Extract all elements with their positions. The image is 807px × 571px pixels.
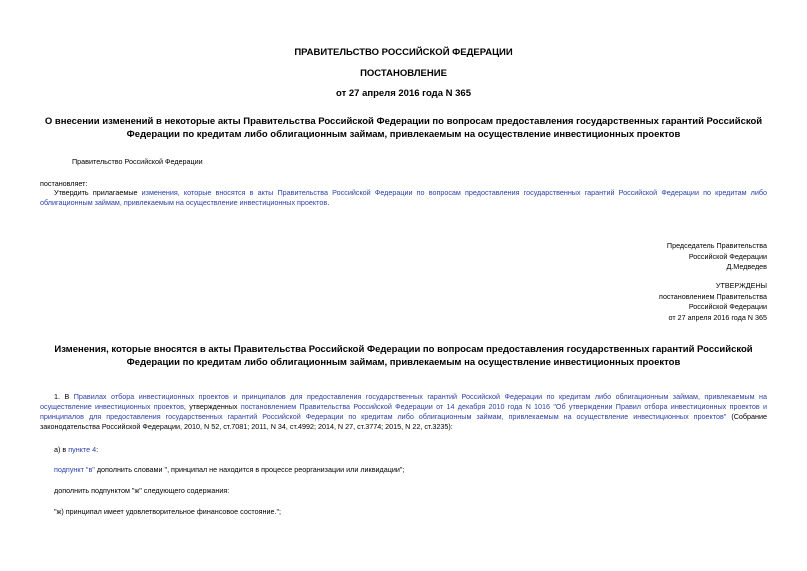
- item-1-mid: , утвержденных: [183, 402, 241, 411]
- item-1-paragraph: [40, 392, 767, 432]
- signature-country: Российской Федерации: [688, 251, 767, 261]
- document-date: от 27 апреля 2016 года N 365: [336, 88, 471, 99]
- government-name: ПРАВИТЕЛЬСТВО РОССИЙСКОЙ ФЕДЕРАЦИИ: [294, 47, 513, 58]
- sub-item-a-end: :: [96, 445, 99, 454]
- add-subpoint-line: дополнить подпунктом "ж" следующего содержания:: [54, 486, 230, 495]
- document-title: О внесении изменений в некоторые акты Правительства Российской Федерации по вопросам предоставления государственных гарантий Российской Федерации по кредитам либо облигационным займам, привлекаемым на осуществление инвестиционных проектов: [44, 116, 763, 140]
- item-1-end: (Собрание законодательства Российской Федерации, 2010, N 52, ст.7081; 2011, N 34, ст.4992; 2014, N 27, ст.3774; 2015, N 22, ст.3235):: [40, 412, 768, 431]
- preamble-text-start: Утвердить прилагаемые: [54, 188, 142, 197]
- decree-link[interactable]: постановлением Правительства Российской Федерации от 14 декабря 2010 года N 1016 "Об утверждении Правил отбора инвестиционных проектов и принципалов для предоставления государственных гарантий Российской Федерации по кредитам либо облигационным займам, привлекаемым на осуществление инвестиционных проектов": [40, 402, 767, 421]
- point-4-link[interactable]: пункте 4: [68, 445, 97, 454]
- changes-link[interactable]: изменения, которые вносятся в акты Правительства Российской Федерации по вопросам предоставления государственных гарантий Российской Федерации по кредитам либо облигационным займам, привлекаемым на осуществление инвестиционных проектов: [40, 188, 768, 207]
- quote-line: "ж) принципал имеет удовлетворительное финансовое состояние.";: [54, 507, 282, 516]
- signature-position: Председатель Правительства: [666, 241, 767, 250]
- subpoint-v-text: дополнить словами ", принципал не находится в процессе реорганизации или ликвидации";: [94, 465, 405, 474]
- changes-title: Изменения, которые вносятся в акты Правительства Российской Федерации по вопросам предоставления государственных гарантий Российской Федерации по кредитам либо облигационным займам, привлекаемым на осуществление инвестиционных проектов: [54, 344, 753, 368]
- signature-name: Д.Медведев: [726, 262, 767, 271]
- sub-item-a: [54, 445, 98, 455]
- approved-by: постановлением Правительства: [659, 291, 767, 301]
- subpoint-v-line: [54, 465, 404, 475]
- approved-country: Российской Федерации: [688, 302, 767, 311]
- approved-date: от 27 апреля 2016 года N 365: [668, 312, 767, 322]
- signature-block: [667, 241, 767, 273]
- document-type: ПОСТАНОВЛЕНИЕ: [360, 68, 447, 79]
- approved-heading: УТВЕРЖДЕНЫ: [715, 281, 767, 290]
- item-1-number: 1. В: [54, 392, 74, 401]
- approved-block: [659, 281, 767, 323]
- subpoint-v-link[interactable]: подпункт "в": [54, 465, 95, 474]
- sub-item-a-start: а) в: [54, 445, 69, 454]
- preamble-decrees: постановляет:: [40, 179, 88, 188]
- preamble-government: Правительство Российской Федерации: [72, 157, 203, 166]
- rules-link[interactable]: Правилах отбора инвестиционных проектов и принципалов для предоставления государственных гарантий Российской Федерации по кредитам либо облигационным займам, привлекаемым на осуществление инвестиционных проектов: [40, 392, 767, 411]
- preamble-paragraph: [40, 188, 767, 208]
- preamble-text-end: .: [327, 198, 330, 207]
